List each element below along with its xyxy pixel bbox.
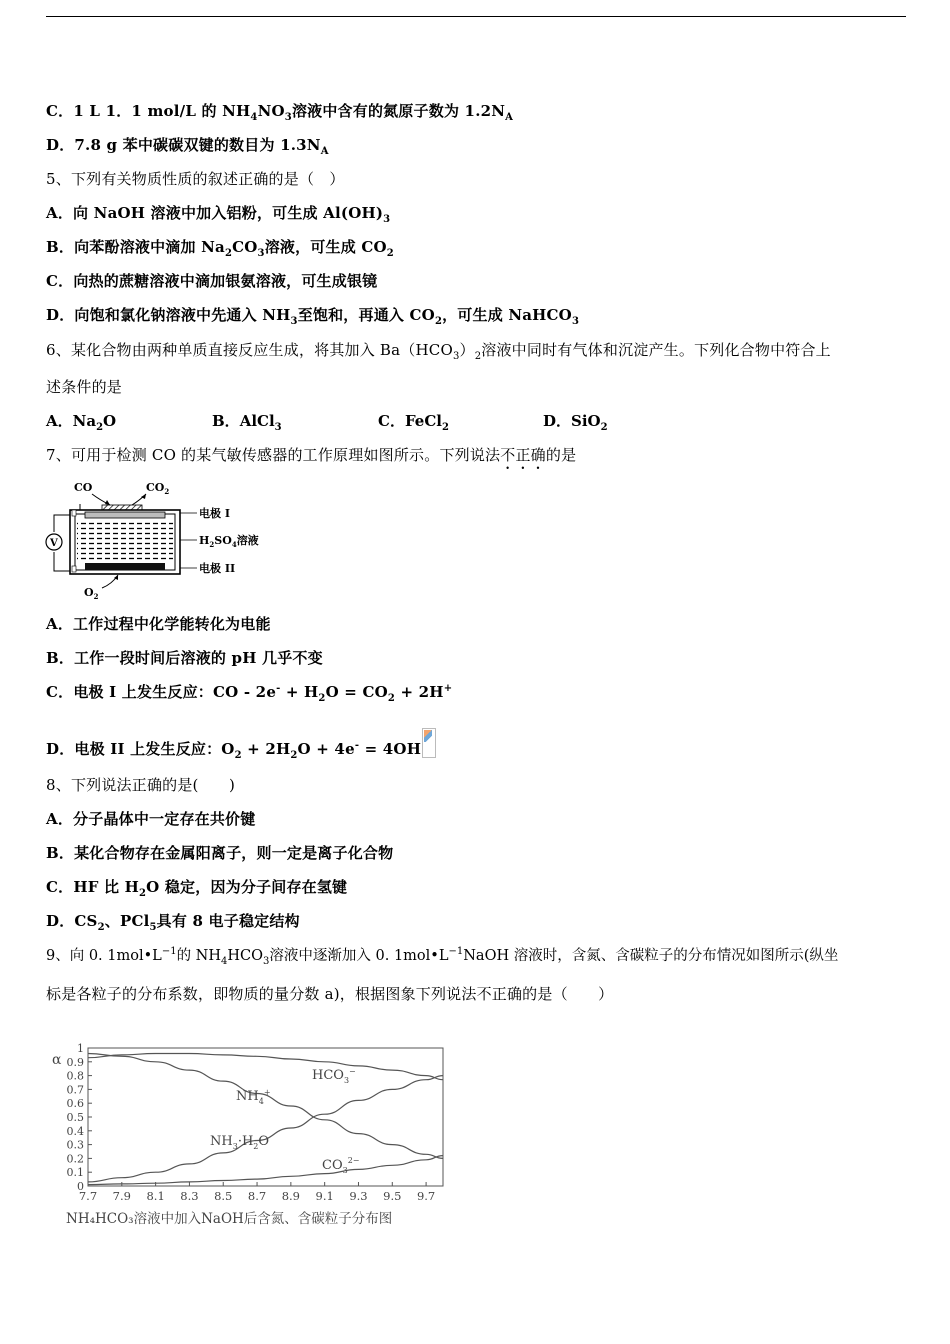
question-5: 5、下列有关物质性质的叙述正确的是（ ） xyxy=(46,170,345,188)
series-label-hco3: $HCO_3^-$ xyxy=(312,1067,356,1085)
x-tick-label: 8.5 xyxy=(214,1189,233,1203)
svg-text:V: V xyxy=(50,538,58,549)
y-axis-label: α xyxy=(52,1052,62,1068)
x-tick-label: 8.9 xyxy=(281,1189,301,1203)
electrode-2 xyxy=(85,563,165,570)
q8-option-a: A．分子晶体中一定存在共价键 xyxy=(46,810,256,828)
option-d-line: D．7.8 g 苯中碳碳双键的数目为 $1.3N_A$ xyxy=(46,136,329,157)
electrode-2-label: 电极 II xyxy=(199,562,236,575)
question-7: 7、可用于检测 CO 的某气敏传感器的工作原理如图所示。下列说法不正确的是 xyxy=(46,446,577,464)
q5-option-d: D．向饱和氯化钠溶液中先通入 $NH_3$至饱和，再通入 $CO_2$，可生成 NaHCO$_3$ xyxy=(46,306,580,327)
x-tick-label: 8.3 xyxy=(180,1189,199,1203)
series-label-nh4: $NH_4^+$ xyxy=(236,1088,271,1106)
q5-option-c: C．向热的蔗糖溶液中滴加银氨溶液，可生成银镜 xyxy=(46,272,378,290)
x-tick-label: 8.1 xyxy=(146,1189,165,1203)
y-tick-label: 0.6 xyxy=(66,1097,84,1111)
q7-option-c: C．电极 I 上发生反应：CO - $2e^- + H_2O = CO_2 + 2H^+$ xyxy=(46,683,453,704)
y-tick-label: 0.1 xyxy=(66,1166,84,1180)
question-9-cont: 标是各粒子的分布系数，即物质的量分数 a)，根据图象下列说法不正确的是（ ） xyxy=(46,985,614,1003)
q7-option-b: B．工作一段时间后溶液的 pH 几乎不变 xyxy=(46,649,323,667)
y-tick-label: 1 xyxy=(77,1042,84,1055)
o2-label: $O_2$ xyxy=(84,586,99,601)
broken-image-icon xyxy=(422,728,436,758)
q8-option-c: C．HF 比 $H_2O$ 稳定，因为分子间存在氢键 xyxy=(46,878,348,899)
y-tick-label: 0.4 xyxy=(66,1124,84,1138)
question-9: 9、向 0. $1mol•L^{-1}$的 $NH_4HCO_3$溶液中逐渐加入 0. $1mol•L^{-1}NaOH$ 溶液时，含氮、含碳粒子的分布情况如图所示(纵坐 xyxy=(46,946,839,967)
q5-option-b: B．向苯酚溶液中滴加 $Na_2CO_3$溶液，可生成 $CO_2$ xyxy=(46,238,394,259)
q8-option-d: D．$CS_2$、PCl$_5$具有 8 电子稳定结构 xyxy=(46,912,300,933)
header-rule xyxy=(46,16,906,17)
y-tick-label: 0.9 xyxy=(66,1055,84,1069)
q6-option-c: C．FeCl$_2$ xyxy=(378,412,449,433)
chart-caption: NH₄HCO₃溶液中加入NaOH后含氮、含碳粒子分布图 xyxy=(66,1211,393,1227)
x-tick-label: 9.3 xyxy=(349,1189,368,1203)
y-tick-label: 0 xyxy=(77,1180,84,1193)
y-tick-label: 0.5 xyxy=(66,1111,84,1124)
electrode-1 xyxy=(85,512,165,518)
q7-option-d: D．电极 II 上发生反应：$O_2 + 2H_2O + 4e^- = 4OH$ xyxy=(46,728,436,759)
y-tick-label: 0.7 xyxy=(66,1083,84,1097)
electrode-1-label: 电极 I xyxy=(199,507,230,520)
question-6-cont: 述条件的是 xyxy=(46,378,123,396)
x-tick-label: 7.9 xyxy=(112,1189,131,1203)
co2-label: $CO_2$ xyxy=(146,481,170,496)
x-tick-label: 9.7 xyxy=(416,1189,436,1203)
y-tick-label: 0.2 xyxy=(66,1152,84,1166)
question-6: 6、某化合物由两种单质直接反应生成，将其加入 $Ba(HCO_3)_2$溶液中同时有气体和沉淀产生。下列化合物中符合上 xyxy=(46,341,831,362)
y-tick-label: 0.3 xyxy=(66,1138,84,1152)
distribution-chart xyxy=(44,1036,464,1232)
series-label-co3: $CO_3^{2-}$ xyxy=(322,1156,360,1175)
series-label-nh3h2o: $NH_3\cdot H_2O$ xyxy=(210,1134,270,1151)
option-c-line: C．1 L 1．1 mol/L 的 $NH_4NO_3$溶液中含有的氮原子数为 $1.2N_A$ xyxy=(46,102,514,123)
q6-option-a: A．$Na_2O$ xyxy=(46,412,117,433)
x-tick-label: 9.1 xyxy=(315,1189,334,1203)
q6-option-d: D．SiO$_2$ xyxy=(543,412,608,433)
gas-sensor-diagram xyxy=(40,476,270,604)
x-tick-label: 9.5 xyxy=(383,1189,402,1203)
q5-option-a: A．向 NaOH 溶液中加入铝粉，可生成 $Al(OH)_3$ xyxy=(46,204,391,225)
q6-option-b: B．AlCl$_3$ xyxy=(212,412,282,433)
x-tick-label: 8.7 xyxy=(247,1189,267,1203)
question-8: 8、下列说法正确的是( ) xyxy=(46,776,236,794)
x-tick-label: 7.7 xyxy=(78,1189,98,1203)
electrolyte xyxy=(77,520,173,562)
q8-option-b: B．某化合物存在金属阳离子，则一定是离子化合物 xyxy=(46,844,394,862)
y-tick-label: 0.8 xyxy=(66,1069,84,1083)
co-label: CO xyxy=(74,481,93,494)
solution-label: $H_2SO_4$溶液 xyxy=(199,534,259,549)
q7-option-a: A．工作过程中化学能转化为电能 xyxy=(46,615,271,633)
